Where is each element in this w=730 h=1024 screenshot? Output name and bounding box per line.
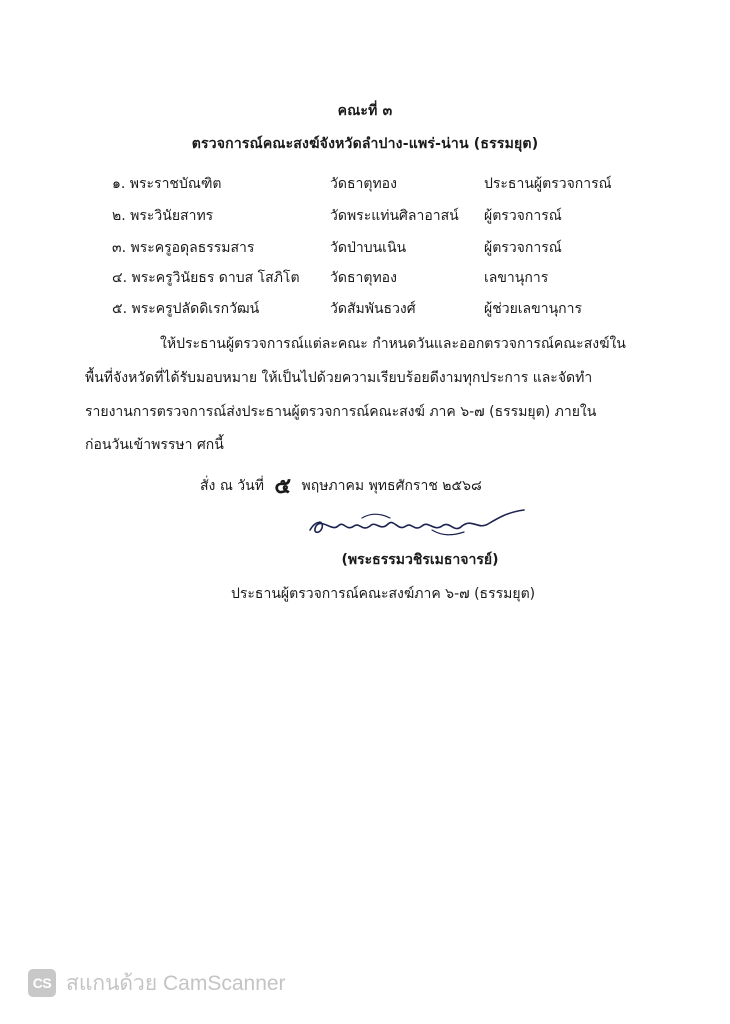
member-temple: วัดป่าบนเนิน — [330, 240, 407, 256]
member-role: ผู้ตรวจการณ์ — [484, 240, 562, 256]
member-name: ๕. พระครูปลัดดิเรกวัฒน์ — [112, 301, 260, 317]
body-paragraph-line: ก่อนวันเข้าพรรษา ศกนี้ — [85, 437, 224, 453]
member-temple: วัดพระแท่นศิลาอาสน์ — [330, 208, 459, 224]
camscanner-logo-icon: CS — [28, 969, 56, 997]
member-row — [0, 205, 730, 225]
body-paragraph-line: พื้นที่จังหวัดที่ได้รับมอบหมาย ให้เป็นไปด้วยความเรียบร้อยดีงามทุกประการ และจัดทำ — [85, 370, 593, 386]
member-name: ๓. พระครูอดุลธรรมสาร — [112, 240, 255, 256]
member-name: ๔. พระครูวินัยธร ดาบส โสภิโต — [112, 270, 300, 286]
watermark-text: สแกนด้วย CamScanner — [66, 971, 286, 995]
member-temple: วัดสัมพันธวงศ์ — [330, 301, 416, 317]
date-prefix: สั่ง ณ วันที่ — [200, 478, 264, 494]
committee-title: ตรวจการณ์คณะสงฆ์จังหวัดลำปาง-แพร่-น่าน (ธรรมยุต) — [191, 136, 539, 152]
member-row — [0, 267, 730, 287]
member-temple: วัดธาตุทอง — [330, 176, 397, 192]
camscanner-watermark — [28, 968, 286, 998]
date-day-handwritten: ๕ — [274, 473, 292, 499]
order-date — [200, 468, 482, 503]
member-role: ประธานผู้ตรวจการณ์ — [484, 176, 612, 192]
signer-name: (พระธรรมวชิรเมธาจารย์) — [341, 552, 499, 568]
member-name: ๑. พระราชบัณฑิต — [112, 176, 222, 192]
member-temple: วัดธาตุทอง — [330, 270, 397, 286]
committee-heading: คณะที่ ๓ — [337, 103, 393, 119]
member-name: ๒. พระวินัยสาทร — [112, 208, 214, 224]
member-row — [0, 298, 730, 318]
date-month-year: พฤษภาคม พุทธศักราช ๒๕๖๘ — [301, 478, 482, 494]
member-row — [0, 173, 730, 193]
body-paragraph-line: รายงานการตรวจการณ์ส่งประธานผู้ตรวจการณ์คณะสงฆ์ ภาค ๖-๗ (ธรรมยุต) ภายใน — [85, 404, 597, 420]
handwritten-signature — [302, 502, 532, 542]
member-role: เลขานุการ — [484, 270, 549, 286]
member-row — [0, 237, 730, 257]
member-role: ผู้ตรวจการณ์ — [484, 208, 562, 224]
signer-title: ประธานผู้ตรวจการณ์คณะสงฆ์ภาค ๖-๗ (ธรรมยุต) — [231, 586, 536, 602]
body-paragraph-line: ให้ประธานผู้ตรวจการณ์แต่ละคณะ กำหนดวันและออกตรวจการณ์คณะสงฆ์ใน — [160, 336, 626, 352]
member-role: ผู้ช่วยเลขานุการ — [484, 301, 582, 317]
